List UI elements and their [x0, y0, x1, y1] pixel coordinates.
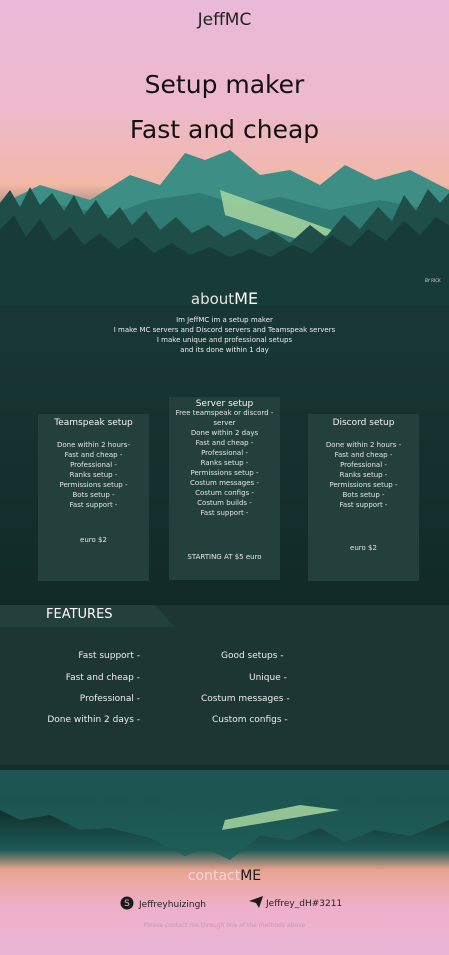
feature-item: Done within 2 days - — [47, 715, 140, 725]
card-feature: Fast support - — [200, 509, 249, 517]
card-price: euro $2 — [350, 544, 377, 552]
card-feature: Ranks setup - — [200, 459, 249, 467]
about-line-2: I make MC servers and Discord servers and Teamspeak servers — [113, 326, 336, 334]
skype-icon — [120, 896, 134, 913]
contact-skype[interactable] — [120, 896, 206, 913]
contact-note: Please contact me through one of the methods above — [143, 922, 306, 929]
art-credit: BY RICK — [425, 278, 441, 283]
feature-item: Costum messages - — [201, 694, 290, 704]
card-feature: Professional - — [70, 461, 117, 469]
card-feature: Fast and cheap - — [195, 439, 254, 447]
card-feature: Free teamspeak or discord - — [175, 409, 274, 417]
about-title-suffix: ME — [234, 289, 259, 308]
card-feature: Costum configs - — [195, 489, 254, 497]
card-feature: Done within 2 hours- — [57, 441, 130, 449]
card-feature: server — [213, 419, 236, 427]
card-feature: Ranks setup - — [69, 471, 118, 479]
discord-username: Jeffrey_dH#3211 — [266, 898, 343, 909]
feature-item: Fast support - — [78, 651, 140, 661]
card-feature: Permissions setup - — [59, 481, 128, 489]
send-icon — [249, 896, 263, 911]
feature-item: Good setups - — [221, 651, 284, 661]
features-title: FEATURES — [46, 607, 113, 622]
hero-title-line2: Fast and cheap — [129, 115, 320, 144]
card-feature: Done within 2 hours - — [325, 441, 402, 449]
card-feature: Fast support - — [339, 501, 388, 509]
card-feature: Costum messages - — [190, 479, 259, 487]
contact-title-suffix: ME — [240, 868, 262, 884]
card-title: Teamspeak setup — [54, 418, 133, 428]
card-server[interactable] — [169, 397, 280, 580]
card-title: Discord setup — [332, 418, 395, 428]
card-price: euro $2 — [80, 536, 107, 544]
feature-item: Custom configs - — [212, 715, 288, 725]
contact-title — [0, 868, 449, 884]
about-title — [0, 289, 449, 308]
feature-item: Fast and cheap - — [65, 673, 140, 683]
card-feature: Professional - — [201, 449, 248, 457]
card-feature: Fast support - — [69, 501, 118, 509]
card-price: STARTING AT $5 euro — [187, 553, 262, 561]
mountain-forest-illustration — [0, 145, 449, 305]
features-section — [0, 605, 449, 765]
mountain-reflection-illustration — [0, 770, 449, 865]
about-line-1: Im JeffMC im a setup maker — [176, 316, 273, 324]
card-title: Server setup — [195, 399, 254, 409]
skype-username: Jeffreyhuizingh — [139, 899, 207, 910]
card-feature: Ranks setup - — [339, 471, 388, 479]
card-feature: Permissions setup - — [329, 481, 398, 489]
card-feature: Professional - — [340, 461, 387, 469]
site-title[interactable]: JeffMC — [197, 10, 252, 30]
about-line-3: I make unique and professional setups — [156, 336, 293, 344]
feature-item: Unique - — [249, 673, 287, 683]
card-feature: Fast and cheap - — [334, 451, 393, 459]
card-feature: Done within 2 days — [190, 429, 259, 437]
feature-item: Professional - — [79, 694, 140, 704]
card-discord[interactable] — [308, 414, 419, 581]
card-teamspeak[interactable] — [38, 414, 149, 581]
contact-discord[interactable] — [249, 896, 342, 911]
hero-title-line1: Setup maker — [144, 70, 305, 99]
svg-text:S: S — [124, 899, 130, 909]
card-feature: Bots setup - — [342, 491, 385, 499]
card-feature: Fast and cheap - — [64, 451, 123, 459]
card-feature: Bots setup - — [72, 491, 115, 499]
card-feature: Costum builds - — [197, 499, 252, 507]
card-feature: Permissions setup - — [190, 469, 259, 477]
about-title-prefix: about — [190, 290, 235, 308]
about-line-4: and its done within 1 day — [180, 346, 269, 354]
contact-title-prefix: contact — [187, 868, 241, 884]
